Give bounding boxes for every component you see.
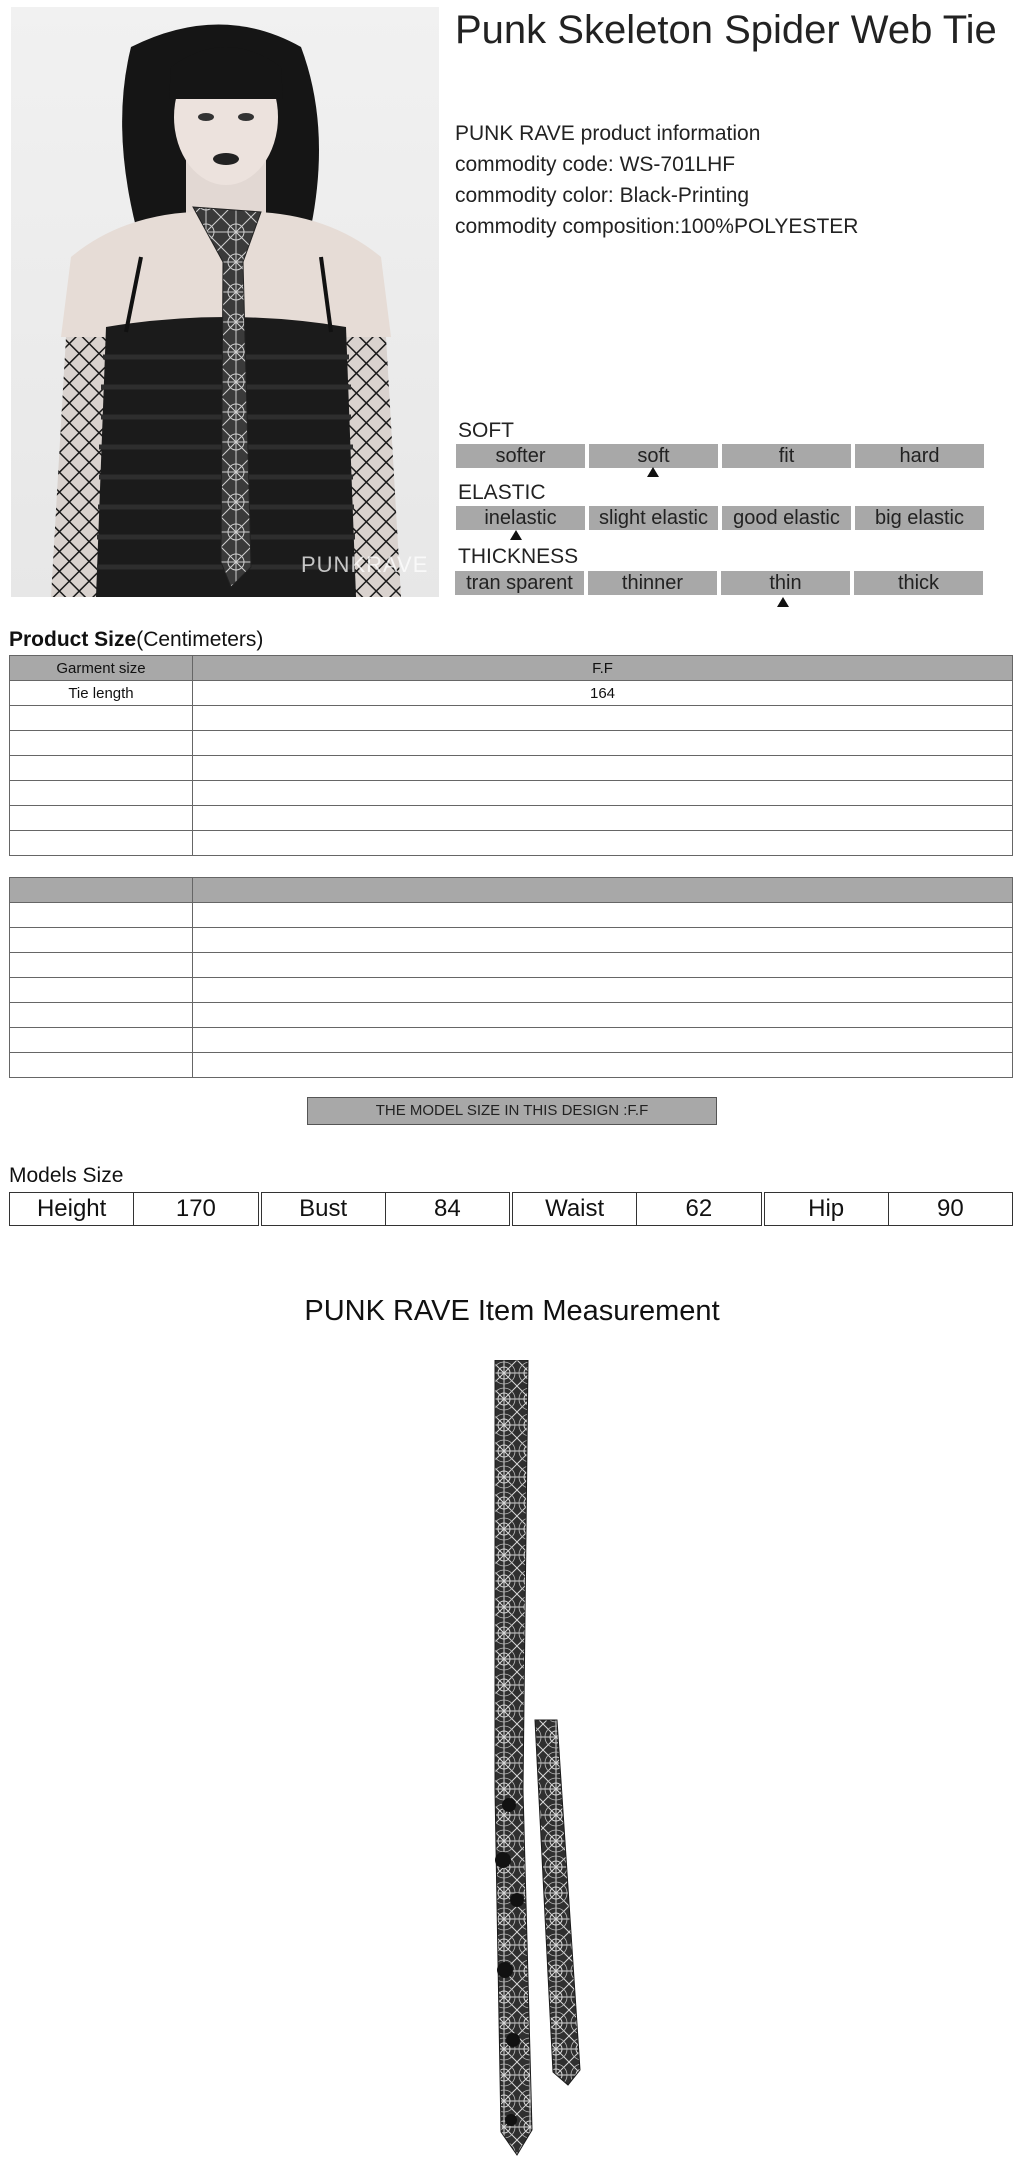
elastic-option-inelastic: inelastic <box>456 506 585 530</box>
row-label <box>10 806 193 831</box>
model-waist <box>512 1192 762 1226</box>
product-size-label: Product Size <box>9 628 137 651</box>
product-size-table <box>9 655 1013 856</box>
model-size-note: THE MODEL SIZE IN THIS DESIGN :F.F <box>307 1097 717 1125</box>
commodity-code-label: commodity code: <box>455 153 614 176</box>
models-size-row <box>9 1192 1015 1226</box>
table-row <box>10 978 1013 1003</box>
thickness-scale <box>455 571 983 595</box>
product-size-title <box>9 628 263 652</box>
tie-illustration <box>465 1360 605 2160</box>
elastic-option-good: good elastic <box>722 506 851 530</box>
header-garment-size: Garment size <box>10 656 193 681</box>
row-label <box>10 831 193 856</box>
table-header-row <box>10 878 1013 903</box>
thickness-option-thin: thin <box>721 571 850 595</box>
brand-info: PUNK RAVE product information <box>455 122 761 145</box>
soft-option-fit: fit <box>722 444 851 468</box>
table-row <box>10 953 1013 978</box>
row-label <box>10 756 193 781</box>
table-row <box>10 903 1013 928</box>
row-label <box>10 706 193 731</box>
elastic-option-slight: slight elastic <box>589 506 718 530</box>
table-row <box>10 1003 1013 1028</box>
table-row <box>10 1028 1013 1053</box>
thickness-option-transparent: tran sparent <box>455 571 584 595</box>
row-value <box>193 756 1013 781</box>
thickness-selected-marker <box>777 597 789 607</box>
commodity-code-row <box>455 149 858 180</box>
table-row <box>10 731 1013 756</box>
model-height-label: Height <box>10 1193 134 1225</box>
soft-option-soft: soft <box>589 444 718 468</box>
elastic-heading: ELASTIC <box>458 481 546 504</box>
soft-option-hard: hard <box>855 444 984 468</box>
thickness-heading: THICKNESS <box>458 545 579 568</box>
elastic-selected-marker <box>510 530 522 540</box>
product-size-unit: (Centimeters) <box>136 628 264 651</box>
table-row <box>10 1053 1013 1078</box>
header-size-ff: F.F <box>193 656 1013 681</box>
row-value: 164 <box>193 681 1013 706</box>
model-bust <box>261 1192 511 1226</box>
model-hip-label: Hip <box>765 1193 889 1225</box>
soft-heading: SOFT <box>458 419 514 442</box>
models-size-label: Models Size <box>9 1164 124 1187</box>
model-photo <box>11 7 439 597</box>
secondary-size-table <box>9 877 1013 1078</box>
model-height-value: 170 <box>175 1195 216 1222</box>
product-info <box>455 118 858 242</box>
table-row <box>10 756 1013 781</box>
commodity-code-value: WS-701LHF <box>619 153 736 176</box>
model-hip <box>764 1192 1014 1226</box>
commodity-color-row <box>455 180 858 211</box>
model-waist-label: Waist <box>513 1193 637 1225</box>
commodity-composition-label: commodity composition: <box>455 215 681 238</box>
soft-option-softer: softer <box>456 444 585 468</box>
thickness-option-thinner: thinner <box>588 571 717 595</box>
soft-scale <box>456 444 984 468</box>
commodity-color-label: commodity color: <box>455 184 614 207</box>
table-row <box>10 928 1013 953</box>
row-value <box>193 731 1013 756</box>
model-bust-value: 84 <box>434 1195 461 1222</box>
model-height <box>9 1192 259 1226</box>
table-row <box>10 681 1013 706</box>
commodity-composition-row <box>455 211 858 242</box>
commodity-composition-value: 100%POLYESTER <box>680 215 859 238</box>
table-row <box>10 706 1013 731</box>
row-value <box>193 831 1013 856</box>
table-row <box>10 831 1013 856</box>
model-hip-value: 90 <box>937 1195 964 1222</box>
model-bust-label: Bust <box>262 1193 386 1225</box>
thickness-option-thick: thick <box>854 571 983 595</box>
table-row <box>10 781 1013 806</box>
row-label <box>10 731 193 756</box>
table-header-row <box>10 656 1013 681</box>
soft-selected-marker <box>647 467 659 477</box>
row-value <box>193 781 1013 806</box>
row-label <box>10 781 193 806</box>
commodity-color-value: Black-Printing <box>619 184 750 207</box>
elastic-scale <box>456 506 984 530</box>
table-row <box>10 806 1013 831</box>
photo-watermark: PUNKRAVE <box>301 552 429 577</box>
tie-product-image <box>465 1360 605 2160</box>
elastic-option-big: big elastic <box>855 506 984 530</box>
model-waist-value: 62 <box>685 1195 713 1222</box>
product-title: Punk Skeleton Spider Web Tie <box>455 8 997 52</box>
row-value <box>193 706 1013 731</box>
model-illustration <box>11 7 439 597</box>
measurement-title: PUNK RAVE Item Measurement <box>304 1295 720 1327</box>
row-value <box>193 806 1013 831</box>
row-label: Tie length <box>10 681 193 706</box>
